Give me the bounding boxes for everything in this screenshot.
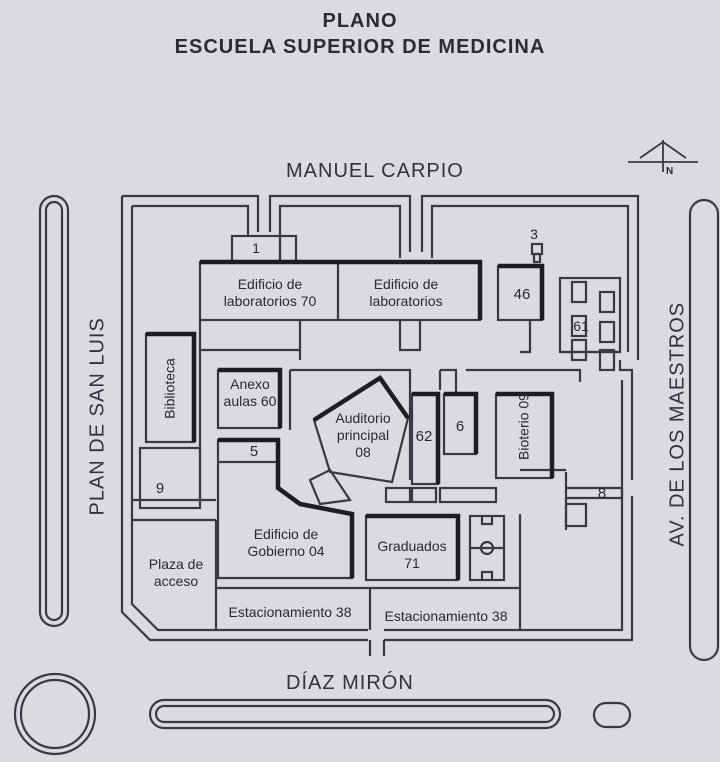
label-building-5: 5: [249, 443, 259, 460]
street-west: PLAN DE SAN LUIS: [86, 317, 109, 516]
bottom-right-planter: [594, 703, 630, 727]
label-building-62: 62: [415, 428, 433, 445]
street-south: DÍAZ MIRÓN: [286, 672, 414, 694]
label-building-9: 9: [155, 480, 165, 497]
label-bioterio: Bioterio 09: [515, 393, 532, 460]
map-title: PLANO: [322, 10, 398, 32]
label-gobierno: Edificio de Gobierno 04: [247, 526, 325, 559]
label-lab70: Edificio de laboratorios 70: [223, 276, 317, 309]
label-building-46: 46: [513, 286, 531, 303]
roundabout: [15, 674, 95, 754]
label-building-8: 8: [597, 485, 607, 502]
label-building-3: 3: [530, 226, 538, 242]
building-61-outline: [560, 278, 620, 352]
building-8: [566, 504, 586, 526]
label-building-61: 61: [573, 318, 589, 334]
building-1-annex: [280, 236, 296, 262]
label-estacionamiento-1: Estacionamiento 38: [228, 604, 352, 620]
street-north: MANUEL CARPIO: [286, 160, 464, 182]
street-east: AV. DE LOS MAESTROS: [666, 301, 689, 547]
bottom-planter: [150, 700, 560, 728]
courtyard-lines: [440, 370, 580, 395]
label-building-1: 1: [252, 240, 260, 256]
label-lab: Edificio de laboratorios: [369, 276, 443, 309]
north-label: N: [666, 166, 674, 177]
map-subtitle: ESCUELA SUPERIOR DE MEDICINA: [174, 36, 546, 58]
north-arrow-icon: [628, 140, 698, 172]
roundabout-inner: [21, 680, 89, 748]
building-3-stem: [534, 254, 540, 262]
label-estacionamiento-2: Estacionamiento 38: [384, 608, 508, 624]
bottom-planter-inner: [156, 706, 554, 722]
building-3: [532, 244, 542, 254]
label-graduados: Graduados 71: [377, 538, 447, 571]
label-auditorio: Auditorio principal 08: [335, 410, 391, 460]
right-planter: [690, 200, 718, 660]
connector-paths: [200, 320, 420, 360]
left-planter-inner: [46, 202, 62, 620]
label-plaza: Plaza de acceso: [148, 556, 204, 589]
label-biblioteca: Biblioteca: [161, 358, 178, 419]
label-anexo: Anexo aulas 60: [223, 376, 277, 409]
label-building-6: 6: [455, 418, 465, 435]
left-planter: [40, 196, 68, 626]
